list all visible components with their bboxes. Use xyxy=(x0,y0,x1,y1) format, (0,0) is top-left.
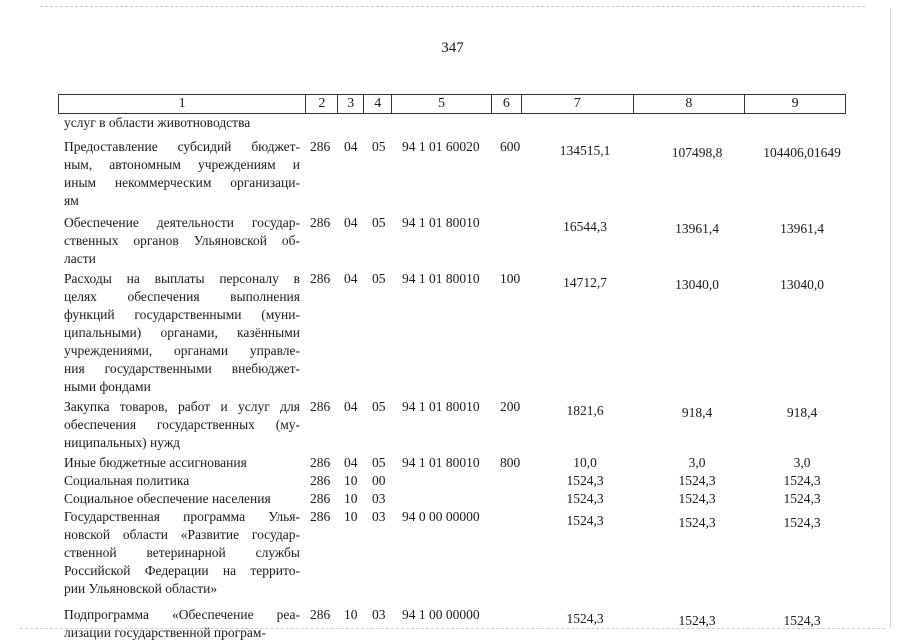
row-value-col7: 10,0 xyxy=(573,455,597,470)
row-value-col9: 3,0 xyxy=(793,455,811,470)
row-value-col9: 1524,3 xyxy=(783,613,821,628)
row-name-line: ниципальных) нужд xyxy=(64,435,181,450)
row-name xyxy=(64,270,300,396)
row-grbs-code: 286 xyxy=(310,399,331,414)
row-subsection-code: 05 xyxy=(372,455,386,470)
row-section-code: 04 xyxy=(344,399,358,414)
row-name-line: функций государственными (муни- xyxy=(64,307,300,322)
row-value-col7: 1524,3 xyxy=(566,611,604,626)
row-value-col9: 1524,3 xyxy=(783,515,821,530)
row-name-line: Российской Федерации на террито- xyxy=(64,563,300,578)
row-section-code: 04 xyxy=(344,271,358,286)
row-grbs-code: 286 xyxy=(310,509,331,524)
row-value-col8: 13040,0 xyxy=(675,277,719,292)
row-subsection-code: 03 xyxy=(372,509,386,524)
row-value-col7: 1524,3 xyxy=(566,491,604,506)
row-expense-type: 200 xyxy=(500,399,521,414)
row-subsection-code: 05 xyxy=(372,399,386,414)
row-value-col7: 1524,3 xyxy=(566,473,604,488)
row-grbs-code: 286 xyxy=(310,139,331,154)
row-name-line: новской области «Развитие государ- xyxy=(64,527,300,542)
row-target-article: 94 1 01 80010 xyxy=(402,399,480,414)
row-value-col8: 918,4 xyxy=(681,405,713,420)
row-name xyxy=(64,490,300,508)
row-name-line: Подпрограмма «Обеспечение реа- xyxy=(64,607,300,622)
header-col-4: 4 xyxy=(364,95,392,113)
row-expense-type: 800 xyxy=(500,455,521,470)
row-name-line: ласти xyxy=(64,251,96,266)
row-name-line: обеспечения государственных (му- xyxy=(64,417,300,432)
row-subsection-code: 05 xyxy=(372,271,386,286)
row-grbs-code: 286 xyxy=(310,271,331,286)
row-subsection-code: 03 xyxy=(372,607,386,622)
row-name xyxy=(64,114,300,132)
row-value-col9: 104406,01649 xyxy=(763,145,841,160)
row-target-article: 94 0 00 00000 xyxy=(402,509,480,524)
row-grbs-code: 286 xyxy=(310,607,331,622)
row-value-col7: 1524,3 xyxy=(566,513,604,528)
row-section-code: 10 xyxy=(344,607,358,622)
row-value-col8: 1524,3 xyxy=(678,491,716,506)
row-subsection-code: 05 xyxy=(372,215,386,230)
header-col-7: 7 xyxy=(522,95,634,113)
row-grbs-code: 286 xyxy=(310,215,331,230)
row-value-col7: 14712,7 xyxy=(563,275,607,290)
row-name-line: ния государственными внебюджет- xyxy=(64,361,300,376)
row-name-line: ципальными) органами, казёнными xyxy=(64,325,300,340)
row-grbs-code: 286 xyxy=(310,455,331,470)
header-col-2: 2 xyxy=(306,95,338,113)
row-expense-type: 100 xyxy=(500,271,521,286)
scan-edge-right xyxy=(890,8,891,628)
row-section-code: 04 xyxy=(344,139,358,154)
row-name-line: услуг в области животноводства xyxy=(64,115,251,130)
page-number: 347 xyxy=(441,40,464,56)
row-name-line: Закупка товаров, работ и услуг для xyxy=(64,399,300,414)
row-value-col8: 1524,3 xyxy=(678,473,716,488)
row-name xyxy=(64,472,300,490)
row-subsection-code: 03 xyxy=(372,491,386,506)
row-value-col8: 107498,8 xyxy=(671,145,723,160)
row-target-article: 94 1 01 80010 xyxy=(402,271,480,286)
row-name-line: Иные бюджетные ассигнования xyxy=(64,455,247,470)
row-name-line: Государственная программа Улья- xyxy=(64,509,300,524)
row-target-article: 94 1 01 80010 xyxy=(402,455,480,470)
row-grbs-code: 286 xyxy=(310,473,331,488)
row-subsection-code: 05 xyxy=(372,139,386,154)
row-target-article: 94 1 01 60020 xyxy=(402,139,480,154)
row-name-line: ными фондами xyxy=(64,379,151,394)
row-name xyxy=(64,398,300,452)
row-value-col7: 16544,3 xyxy=(563,219,607,234)
row-grbs-code: 286 xyxy=(310,491,331,506)
header-col-6: 6 xyxy=(492,95,522,113)
row-value-col8: 13961,4 xyxy=(675,221,719,236)
row-section-code: 04 xyxy=(344,215,358,230)
row-name-line: Расходы на выплаты персоналу в xyxy=(64,271,300,286)
row-section-code: 10 xyxy=(344,509,358,524)
header-col-5: 5 xyxy=(392,95,492,113)
row-value-col8: 1524,3 xyxy=(678,613,716,628)
row-name-line: иным некоммерческим организаци- xyxy=(64,175,300,190)
row-value-col8: 1524,3 xyxy=(678,515,716,530)
row-name-line: ям xyxy=(64,193,79,208)
row-section-code: 10 xyxy=(344,491,358,506)
row-name-line: ственной ветеринарной службы xyxy=(64,545,300,560)
row-name xyxy=(64,454,300,472)
row-name xyxy=(64,214,300,268)
row-name-line: ственных органов Ульяновской об- xyxy=(64,233,300,248)
row-value-col9: 918,4 xyxy=(786,405,818,420)
row-name xyxy=(64,508,300,598)
row-value-col7: 134515,1 xyxy=(559,143,611,158)
row-name-line: ным, автономным учреждениям и xyxy=(64,157,300,172)
row-name-line: целях обеспечения выполнения xyxy=(64,289,300,304)
row-section-code: 10 xyxy=(344,473,358,488)
row-name-line: Социальная политика xyxy=(64,473,190,488)
row-name-line: Обеспечение деятельности государ- xyxy=(64,215,300,230)
header-col-9: 9 xyxy=(791,96,799,111)
row-name-line: лизации государственной програм- xyxy=(64,625,266,640)
header-col-1: 1 xyxy=(59,95,306,113)
row-value-col9: 13961,4 xyxy=(780,221,824,236)
header-col-3: 3 xyxy=(338,95,364,113)
row-target-article: 94 1 01 80010 xyxy=(402,215,480,230)
row-name-line: Социальное обеспечение населения xyxy=(64,491,271,506)
row-name xyxy=(64,138,300,210)
table-header-row xyxy=(58,94,846,114)
row-expense-type: 600 xyxy=(500,139,521,154)
header-col-8: 8 xyxy=(634,95,746,113)
row-value-col9: 1524,3 xyxy=(783,473,821,488)
row-value-col9: 13040,0 xyxy=(780,277,824,292)
scan-edge-top xyxy=(40,6,865,7)
row-name-line: Предоставление субсидий бюджет- xyxy=(64,139,300,154)
row-subsection-code: 00 xyxy=(372,473,386,488)
row-value-col7: 1821,6 xyxy=(566,403,604,418)
row-name xyxy=(64,606,300,642)
row-value-col9: 1524,3 xyxy=(783,491,821,506)
row-section-code: 04 xyxy=(344,455,358,470)
row-target-article: 94 1 00 00000 xyxy=(402,607,480,622)
row-value-col8: 3,0 xyxy=(688,455,706,470)
row-name-line: учреждениями, органами управле- xyxy=(64,343,300,358)
row-name-line: рии Ульяновской области» xyxy=(64,581,218,596)
